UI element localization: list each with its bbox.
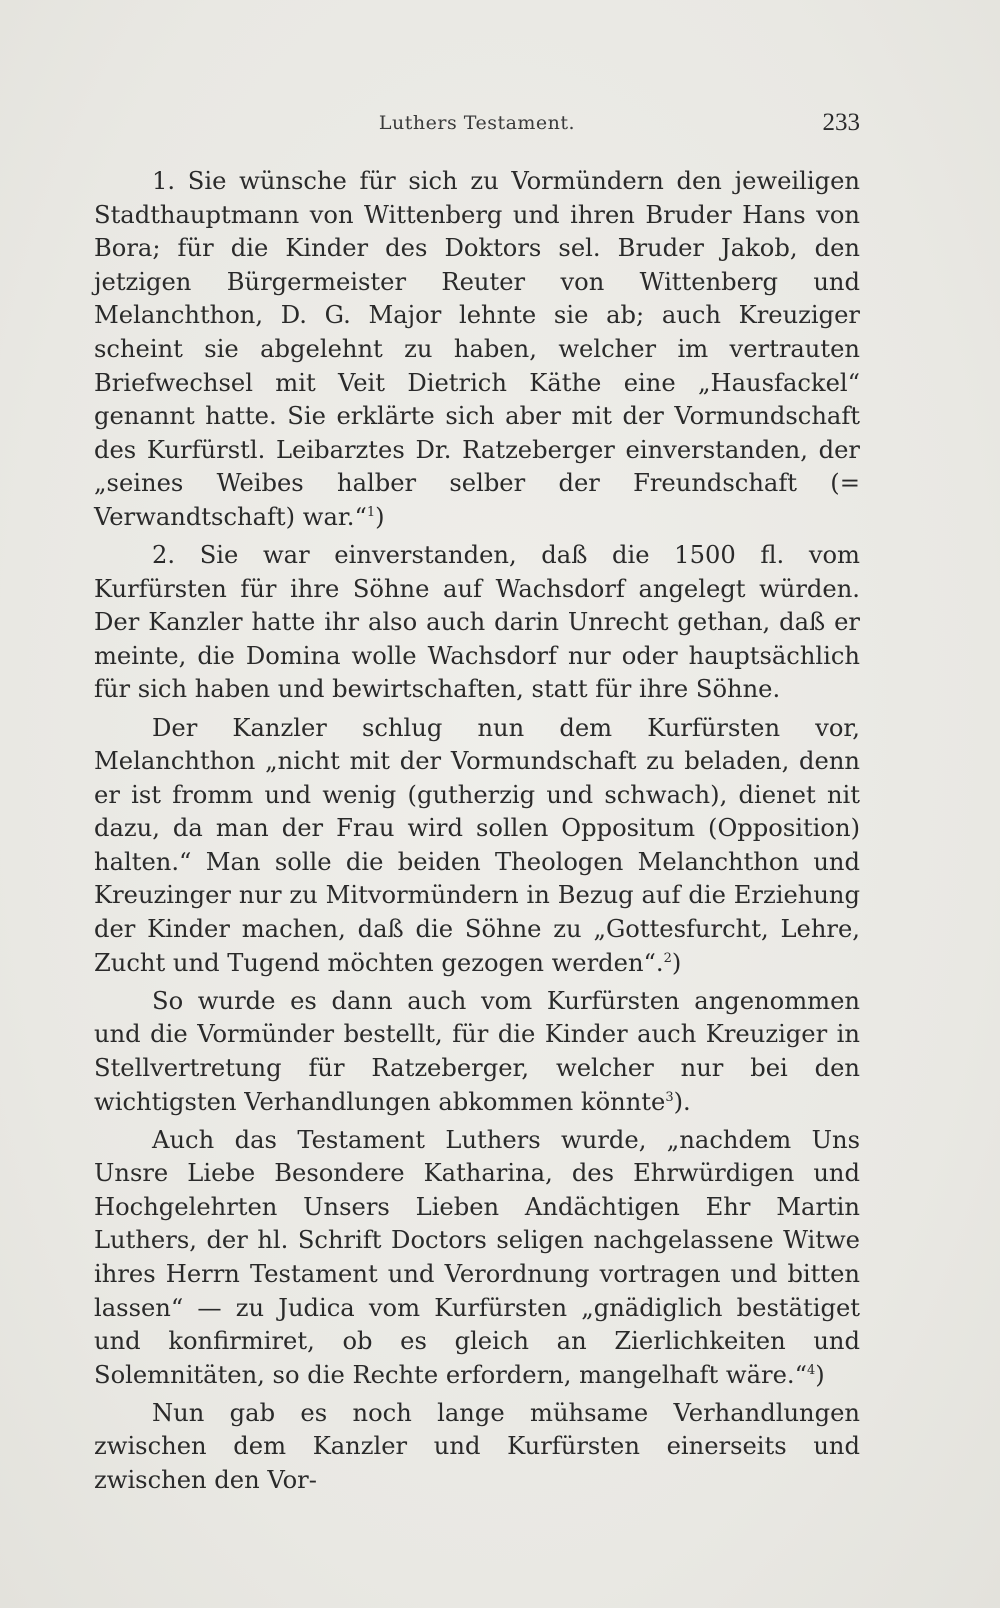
paragraph-appointment xyxy=(94,985,860,1119)
body-text xyxy=(94,165,860,1498)
paragraph-guardians xyxy=(94,165,860,535)
footnote-ref-close: ) xyxy=(671,948,682,977)
paragraph-text: 2. Sie war einverstanden, daß die 1500 fl. vom Kurfürsten für ihre Söhne auf Wachsdorf angelegt würden. Der Kanzler hatte ihr also auch darin Unrecht gethan, daß er meinte, die Domina wolle Wachsdorf nur oder hauptsächlich für sich haben und bewirtschaften, statt für ihre Söhne. xyxy=(94,541,860,704)
paragraph-wachsdorf xyxy=(94,539,860,707)
paragraph-text: Der Kanzler schlug nun dem Kurfürsten vor, Melanchthon „nicht mit der Vormundschaft zu beladen, denn er ist fromm und wenig (gutherzig und schwach), dienet nit dazu, da man der Frau wird sollen Oppositum (Opposition) halten.“ Man solle die beiden Theologen Melanchthon und Kreuzinger nur zu Mitvormündern in Bezug auf die Erziehung der Kinder machen, daß die Söhne zu „Gottesfurcht, Lehre, Zucht und Tugend möchten gezogen werden“. xyxy=(94,713,860,977)
page-number: 233 xyxy=(822,109,860,136)
footnote-ref-close: ) xyxy=(375,502,385,531)
paragraph-text: Nun gab es noch lange mühsame Verhandlungen zwischen dem Kanzler und Kurfürsten einerseits und zwischen den Vor- xyxy=(94,1398,860,1495)
paragraph-negotiations xyxy=(94,1397,860,1498)
footnote-ref: 4 xyxy=(806,1362,816,1378)
paragraph-text: 1. Sie wünsche für sich zu Vormündern den jeweiligen Stadthauptmann von Wittenberg und ihren Bruder Hans von Bora; für die Kinder des Doktors sel. Bruder Jakob, den jetzigen Bürgermeister Reuter von Wittenberg und Melanchthon, D. G. Major lehnte sie ab; auch Kreuziger scheint sie abgelehnt zu haben, welcher im vertrauten Briefwechsel mit Veit Dietrich Käthe eine „Hausfackel“ genannt hatte. Sie erklärte sich aber mit der Vormundschaft des Kurfürstl. Leibarztes Dr. Ratzeberger einverstanden, der „seines Weibes halber selber der Freundschaft (= Verwandtschaft) war.“ xyxy=(94,167,860,531)
paragraph-text: So wurde es dann auch vom Kurfürsten angenommen und die Vormünder bestellt, für die Kinder auch Kreuziger in Stellvertretung für Ratzeberger, welcher nur bei den wichtigsten Verhandlungen abkommen könnte xyxy=(94,986,860,1116)
paragraph-text: Auch das Testament Luthers wurde, „nachdem Uns Unsre Liebe Besondere Katharina, des Ehrwürdigen und Hochgelehrten Unsers Lieben Andächtigen Ehr Martin Luthers, der hl. Schrift Doctors seligen nachgelassene Witwe ihres Herrn Testament und Verordnung vortragen und bitten lassen“ — zu Judica vom Kurfürsten „gnädiglich bestätiget und konfirmiret, ob es gleich an Zierlichkeiten und Solemnitäten, so die Rechte erfordern, mangelhaft wäre.“ xyxy=(94,1125,860,1389)
running-title: Luthers Testament. xyxy=(378,112,576,134)
paragraph-chancellor xyxy=(94,712,860,981)
footnote-ref-close: ). xyxy=(673,1087,691,1116)
running-head xyxy=(94,109,860,142)
footnote-ref-close: ) xyxy=(815,1360,825,1389)
footnote-ref: 3 xyxy=(665,1089,674,1105)
paragraph-testament xyxy=(94,1124,860,1393)
footnote-ref: 1 xyxy=(366,504,376,520)
footnote-ref: 2 xyxy=(663,950,672,966)
